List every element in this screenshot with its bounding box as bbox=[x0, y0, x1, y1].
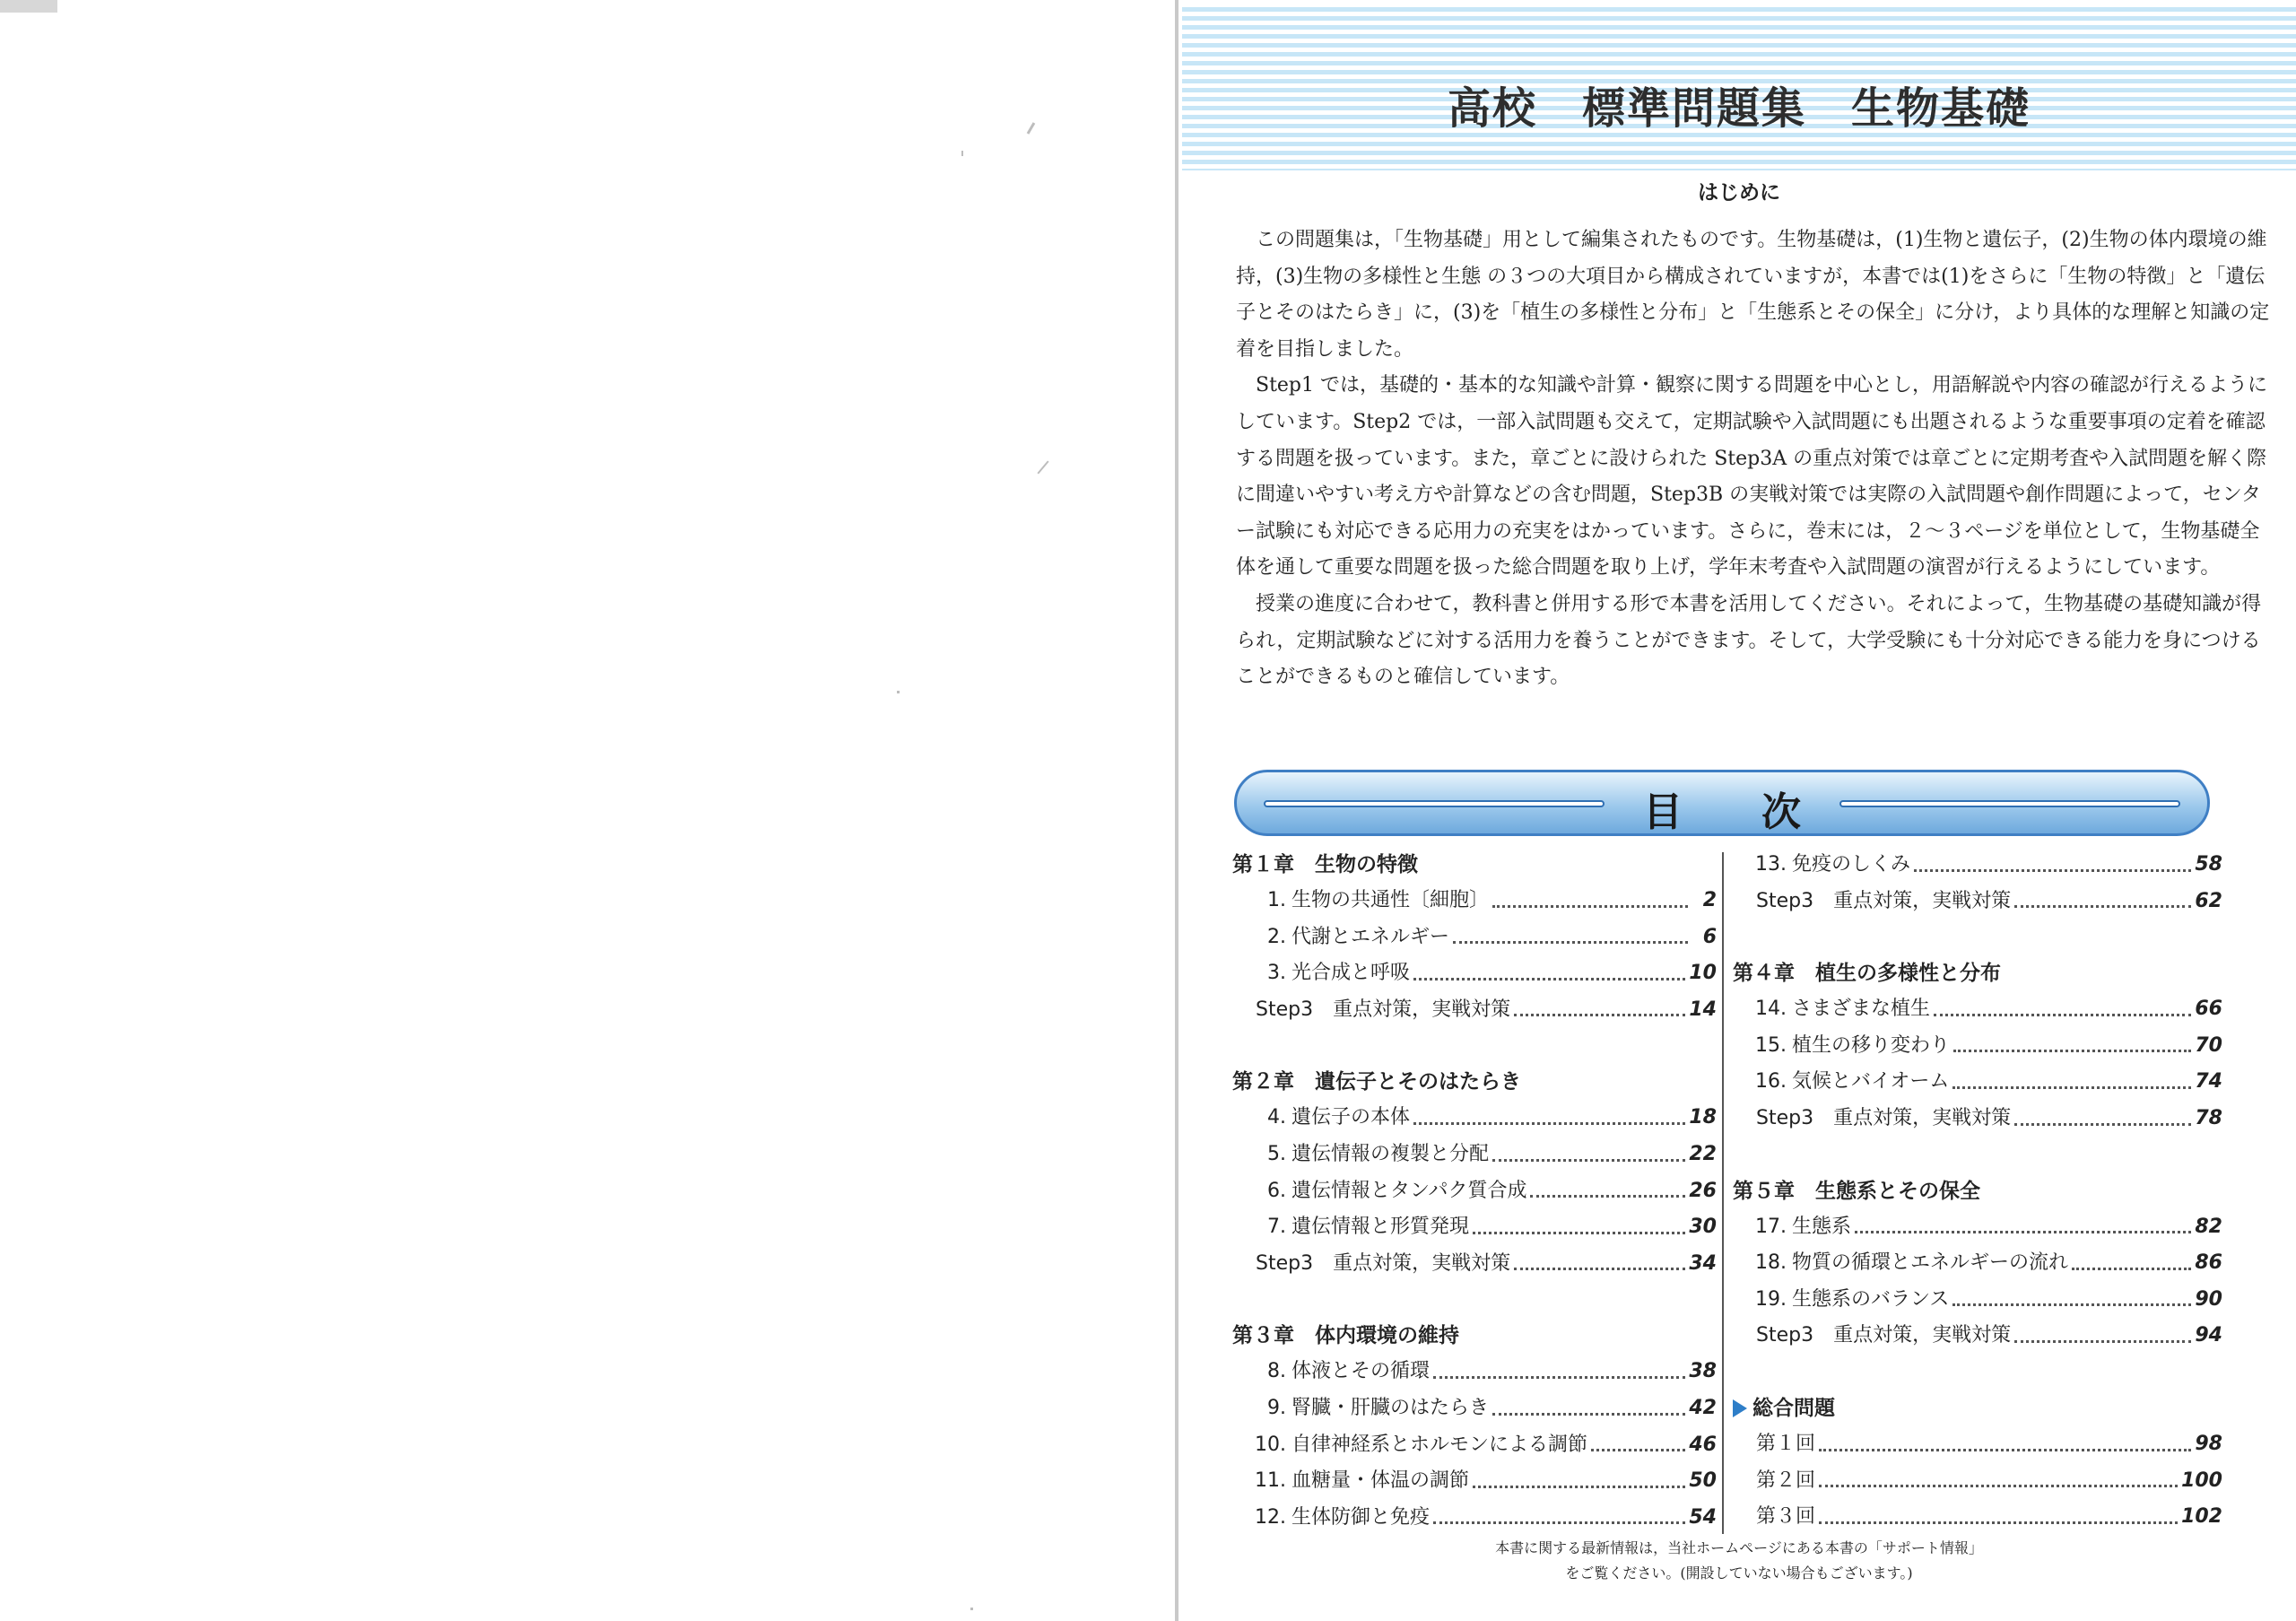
entry-number: 14. bbox=[1755, 998, 1787, 1021]
entry-page: 6 bbox=[1702, 925, 1717, 948]
entry-number: 4. bbox=[1267, 1106, 1286, 1129]
dot-leader bbox=[1934, 991, 2191, 1016]
toc-column-divider bbox=[1722, 852, 1724, 1534]
entry-number: 5. bbox=[1267, 1142, 1286, 1165]
dot-leader bbox=[1492, 1137, 1685, 1162]
dot-leader bbox=[1453, 919, 1688, 945]
entry-number: 7. bbox=[1267, 1216, 1286, 1239]
entry-page: 30 bbox=[1689, 1216, 1717, 1239]
dot-leader bbox=[2014, 884, 2191, 909]
entry-label: 生体防御と免疫 bbox=[1292, 1505, 1431, 1529]
entry-number: 6. bbox=[1267, 1179, 1286, 1202]
toc-entry[interactable] bbox=[1733, 1209, 2222, 1246]
entry-page: 58 bbox=[2195, 853, 2222, 876]
toc-entry-step3[interactable] bbox=[1232, 992, 1717, 1029]
entry-page: 14 bbox=[1689, 998, 1717, 1021]
entry-page: 18 bbox=[1689, 1106, 1717, 1129]
entry-label: 自律神経系とホルモンによる調節 bbox=[1292, 1433, 1588, 1456]
toc-entry[interactable] bbox=[1733, 1064, 2222, 1101]
entry-number: 17. bbox=[1755, 1215, 1787, 1238]
toc-entry-general[interactable] bbox=[1733, 1499, 2222, 1536]
footer-note bbox=[1182, 1536, 2296, 1586]
dot-leader bbox=[1952, 1064, 2191, 1089]
toc-banner bbox=[1234, 770, 2210, 836]
dot-leader bbox=[1473, 1209, 1685, 1234]
dot-leader bbox=[1413, 955, 1685, 980]
footer-line: 本書に関する最新情報は，当社ホームページにある本書の「サポート情報」 bbox=[1495, 1539, 1983, 1556]
entry-page: 98 bbox=[2195, 1432, 2222, 1455]
chapter-heading: 第３章 体内環境の維持 bbox=[1232, 1324, 1459, 1348]
chapter-heading: 第４章 植生の多様性と分布 bbox=[1733, 962, 2001, 986]
dot-leader bbox=[1433, 1500, 1685, 1525]
dot-leader bbox=[1492, 883, 1688, 908]
dot-leader bbox=[1530, 1173, 1685, 1198]
entry-label: 免疫のしくみ bbox=[1792, 853, 1911, 876]
entry-page: 66 bbox=[2195, 998, 2222, 1021]
entry-label: 物質の循環とエネルギーの流れ bbox=[1792, 1251, 2069, 1275]
intro-paragraph: この問題集は，「生物基礎」用として編集されたものです。生物基礎は，(1)生物と遺伝子，(2)生物の体内環境の維持，(3)生物の多様性と生態 の３つの大項目から構成されていますが，本書では(1)をさらに「生物の特徴」と「遺伝子とそのはたらき」に，(3)を「植生の多様性と分布」と「生態系とその保全」に分け，より具体的な理解と知識の定着を目指しました。 bbox=[1236, 229, 2270, 361]
toc-entry[interactable] bbox=[1232, 1463, 1717, 1500]
chapter-heading: 第５章 生態系とその保全 bbox=[1733, 1179, 1980, 1203]
toc-entry[interactable] bbox=[1232, 919, 1717, 956]
entry-number: 19. bbox=[1755, 1287, 1787, 1311]
entry-page: 90 bbox=[2195, 1287, 2222, 1311]
entry-label: Step3 重点対策，実戦対策 bbox=[1256, 1251, 1511, 1275]
entry-page: 46 bbox=[1689, 1433, 1717, 1456]
entry-label: 第３回 bbox=[1756, 1505, 1816, 1529]
entry-number: 13. bbox=[1755, 853, 1787, 876]
toc-entry-step3[interactable] bbox=[1733, 1318, 2222, 1355]
intro-paragraph: Step1 では，基礎的・基本的な知識や計算・観察に関する問題を中心とし，用語解説や内容の確認が行えるようにしています。Step2 では，一部入試問題も交えて，定期試験や入試問題にも出題されるような重要事項の定着を確認する問題を扱っています。また，章ごとに設けられた Step3A の重点対策では章ごとに定期考査や入試問題を解く際に間違いやすい考え方や計算などの含む問題，Step3B の実戦対策では実際の入試問題や創作問題によって，センター試験にも対応できる応用力の充実をはかっています。さらに，巻末には，２～３ページを単位として，生物基礎全体を通して重要な問題を扱った総合問題を取り上げ，学年末考査や入試問題の演習が行えるようにしています。 bbox=[1236, 374, 2268, 580]
entry-number: 9. bbox=[1267, 1396, 1286, 1419]
entry-number: 12. bbox=[1255, 1505, 1286, 1529]
toc-entry[interactable] bbox=[1232, 1390, 1717, 1427]
entry-number: 11. bbox=[1255, 1469, 1286, 1493]
toc-entry[interactable] bbox=[1232, 883, 1717, 919]
entry-number: 8. bbox=[1267, 1360, 1286, 1383]
toc-entry-general[interactable] bbox=[1733, 1426, 2222, 1463]
toc-entry-step3[interactable] bbox=[1733, 1101, 2222, 1137]
entry-label: 遺伝情報とタンパク質合成 bbox=[1292, 1179, 1527, 1202]
toc-entry-step3[interactable] bbox=[1232, 1246, 1717, 1283]
entry-label: 代謝とエネルギー bbox=[1292, 925, 1450, 948]
entry-label: 生態系のバランス bbox=[1792, 1287, 1950, 1311]
entry-label: Step3 重点対策，実戦対策 bbox=[1756, 889, 2012, 912]
intro-paragraph: 授業の進度に合わせて，教科書と併用する形で本書を活用してください。それによって，生物基礎の基礎知識が得られ，定期試験などに対する活用力を養うことができます。そして，大学受験にも十分対応できる能力を身につけることができるものと確信しています。 bbox=[1236, 592, 2262, 689]
dot-leader bbox=[1514, 992, 1685, 1017]
dot-leader bbox=[1952, 1282, 2191, 1307]
entry-label: 遺伝情報の複製と分配 bbox=[1292, 1142, 1490, 1165]
dot-leader bbox=[1492, 1390, 1685, 1416]
entry-label: 第２回 bbox=[1756, 1468, 1816, 1492]
entry-label: 植生の移り変わり bbox=[1792, 1033, 1951, 1057]
toc-entry-step3[interactable] bbox=[1733, 884, 2222, 920]
entry-page: 82 bbox=[2195, 1215, 2222, 1238]
footer-line: をご覧ください。(開設していない場合もございます。) bbox=[1565, 1564, 1913, 1582]
scan-speck bbox=[1027, 122, 1036, 135]
dot-leader bbox=[1413, 1100, 1685, 1125]
toc-entry[interactable] bbox=[1232, 1100, 1717, 1137]
entry-page: 34 bbox=[1689, 1251, 1717, 1275]
entry-label: Step3 重点対策，実戦対策 bbox=[1256, 998, 1511, 1021]
toc-entry[interactable] bbox=[1733, 1282, 2222, 1319]
toc-entry[interactable] bbox=[1232, 955, 1717, 992]
entry-label: 腎臓・肝臓のはたらき bbox=[1292, 1396, 1490, 1419]
dot-leader bbox=[1819, 1426, 2191, 1451]
entry-label: 生物の共通性〔細胞〕 bbox=[1292, 889, 1490, 911]
dot-leader bbox=[1855, 1209, 2191, 1234]
toc-entry[interactable] bbox=[1733, 1245, 2222, 1282]
toc-left-column bbox=[1232, 847, 1717, 1536]
entry-number: 15. bbox=[1755, 1033, 1787, 1057]
toc-entry-general[interactable] bbox=[1733, 1463, 2222, 1500]
dot-leader bbox=[1819, 1463, 2178, 1488]
general-problems-label: 総合問題 bbox=[1752, 1396, 1835, 1420]
dot-leader bbox=[1433, 1354, 1685, 1379]
entry-label: さまざまな植生 bbox=[1792, 998, 1931, 1021]
entry-label: Step3 重点対策，実戦対策 bbox=[1756, 1106, 2012, 1129]
dot-leader bbox=[1819, 1499, 2178, 1524]
toc-entry[interactable] bbox=[1232, 1209, 1717, 1246]
entry-label: 遺伝情報と形質発現 bbox=[1292, 1216, 1470, 1239]
toc-entry[interactable] bbox=[1232, 1354, 1717, 1390]
entry-page: 62 bbox=[2195, 889, 2222, 912]
scan-speck bbox=[897, 691, 900, 693]
dot-leader bbox=[1591, 1427, 1685, 1452]
intro-heading: はじめに bbox=[1698, 181, 1780, 205]
page-edge-mark bbox=[0, 0, 57, 13]
general-problems-heading bbox=[1733, 1390, 2222, 1426]
entry-page: 2 bbox=[1702, 889, 1717, 911]
entry-page: 70 bbox=[2195, 1033, 2222, 1057]
dot-leader bbox=[1514, 1246, 1685, 1271]
entry-page: 54 bbox=[1689, 1505, 1717, 1529]
entry-label: 遺伝子の本体 bbox=[1292, 1106, 1411, 1129]
entry-number: 2. bbox=[1267, 925, 1286, 948]
chapter-heading: 第１章 生物の特徴 bbox=[1232, 853, 1418, 876]
entry-page: 42 bbox=[1689, 1396, 1717, 1419]
dot-leader bbox=[2014, 1318, 2191, 1343]
page-title: 高校 標準問題集 生物基礎 bbox=[1447, 83, 2031, 134]
toc-entry[interactable] bbox=[1733, 991, 2222, 1028]
entry-page: 94 bbox=[2195, 1324, 2222, 1347]
entry-page: 38 bbox=[1689, 1360, 1717, 1383]
toc-entry[interactable] bbox=[1232, 1137, 1717, 1173]
dot-leader bbox=[2072, 1245, 2191, 1270]
entry-page: 74 bbox=[2195, 1070, 2222, 1094]
toc-entry[interactable] bbox=[1733, 847, 2222, 884]
right-page bbox=[1182, 0, 2296, 1621]
book-spine bbox=[1175, 0, 1178, 1621]
dot-leader bbox=[2014, 1101, 2191, 1126]
scan-speck bbox=[1037, 460, 1048, 474]
entry-label: 体液とその循環 bbox=[1292, 1360, 1431, 1383]
entry-page: 86 bbox=[2195, 1251, 2222, 1275]
scan-speck bbox=[970, 1608, 973, 1610]
entry-number: 18. bbox=[1755, 1251, 1787, 1275]
toc-entry[interactable] bbox=[1232, 1500, 1717, 1537]
entry-label: 血糖量・体温の調節 bbox=[1292, 1469, 1470, 1493]
toc-title: 目 次 bbox=[1643, 789, 1801, 835]
entry-number: 16. bbox=[1755, 1070, 1787, 1094]
intro-text bbox=[1236, 222, 2276, 696]
entry-label: Step3 重点対策，実戦対策 bbox=[1756, 1324, 2012, 1347]
toc-entry[interactable] bbox=[1733, 1028, 2222, 1065]
entry-page: 102 bbox=[2181, 1505, 2222, 1529]
entry-page: 50 bbox=[1689, 1469, 1717, 1493]
toc-entry[interactable] bbox=[1232, 1173, 1717, 1210]
dot-leader bbox=[1953, 1028, 2191, 1053]
scan-speck bbox=[961, 151, 963, 156]
toc-right-column bbox=[1733, 847, 2222, 1536]
triangle-right-icon bbox=[1733, 1399, 1747, 1417]
toc-entry[interactable] bbox=[1232, 1427, 1717, 1464]
entry-page: 26 bbox=[1689, 1179, 1717, 1202]
entry-number: 3. bbox=[1267, 962, 1286, 985]
dot-leader bbox=[1914, 847, 2191, 872]
dot-leader bbox=[1473, 1463, 1685, 1488]
chapter-heading: 第２章 遺伝子とそのはたらき bbox=[1232, 1070, 1521, 1094]
entry-number: 10. bbox=[1255, 1433, 1286, 1456]
entry-label: 第１回 bbox=[1756, 1432, 1816, 1455]
entry-label: 気候とバイオーム bbox=[1792, 1070, 1950, 1094]
entry-page: 100 bbox=[2181, 1468, 2222, 1492]
entry-label: 生態系 bbox=[1792, 1215, 1852, 1238]
entry-number: 1. bbox=[1267, 889, 1286, 911]
entry-page: 78 bbox=[2195, 1106, 2222, 1129]
entry-page: 22 bbox=[1689, 1142, 1717, 1165]
entry-label: 光合成と呼吸 bbox=[1292, 962, 1411, 985]
entry-page: 10 bbox=[1689, 962, 1717, 985]
